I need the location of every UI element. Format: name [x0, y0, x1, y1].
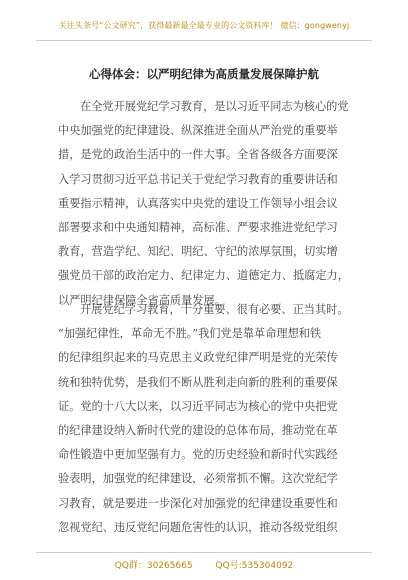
document-title: 心得体会：以严明纪律为高质量发展保障护航 — [89, 67, 319, 81]
footer-contact — [36, 558, 372, 571]
text-line: 的纪律建设纳入新时代党的建设的总体布局，推动党在革 — [58, 423, 338, 437]
text-line: “加强纪律性，革命无不胜。”我们党是靠革命理想和铁 — [58, 327, 322, 341]
paragraph-2 — [58, 298, 354, 540]
text-line: 重要指示精神，认真落实中央党的建设工作领导小组会议 — [58, 196, 338, 210]
text-line: 忽视党纪、违反党纪问题危害性的认识，推动各级党组织 — [58, 520, 338, 534]
text-line: 教育，营造学纪、知纪、明纪、守纪的浓厚氛围，切实增 — [58, 245, 338, 259]
text-line: 在全党开展党纪学习教育，是以习近平同志为核心的党 — [80, 100, 349, 113]
paragraph-1 — [58, 95, 354, 313]
text-line: 措，是党的政治生活中的一件大事。全省各级各方面要深 — [58, 148, 338, 162]
text-line: 部署要求和中央通知精神，高标准、严要求推进党纪学习 — [58, 220, 338, 234]
footer-divider — [36, 552, 372, 553]
text-line: 以严明纪律保障全省高质量发展。 — [58, 293, 226, 307]
header-notice: 关注头条号“公文研究”，获得最新最全最专业的公文资料库！ 微信：gongwenyj — [58, 21, 350, 30]
text-line: 中央加强党的纪律建设、纵深推进全面从严治党的重要举 — [58, 124, 338, 138]
qq-number-text: QQ号:535304092 — [215, 561, 294, 571]
text-line: 验表明，加强党的纪律建设，必须常抓不懈。这次党纪学 — [58, 472, 338, 486]
text-line: 命性锻造中更加坚强有力。党的历史经验和新时代实践经 — [58, 448, 338, 462]
text-line: 开展党纪学习教育，十分重要、很有必要、正当其时。 — [80, 303, 349, 316]
header-divider — [36, 40, 372, 41]
text-line: 入学习贯彻习近平总书记关于党纪学习教育的重要讲话和 — [58, 172, 338, 186]
text-line: 强党员干部的政治定力、纪律定力、道德定力、抵腐定力， — [58, 269, 349, 283]
qq-group-text: QQ群：30265665 — [114, 561, 193, 571]
text-line: 证。党的十八大以来，以习近平同志为核心的党中央把党 — [58, 399, 338, 413]
text-line: 的纪律组织起来的马克思主义政党纪律严明是党的光荣传 — [58, 351, 338, 365]
text-line: 统和独特优势，是我们不断从胜利走向新的胜利的重要保 — [58, 375, 338, 389]
text-line: 习教育，就是要进一步深化对加强党的纪律建设重要性和 — [58, 496, 338, 510]
